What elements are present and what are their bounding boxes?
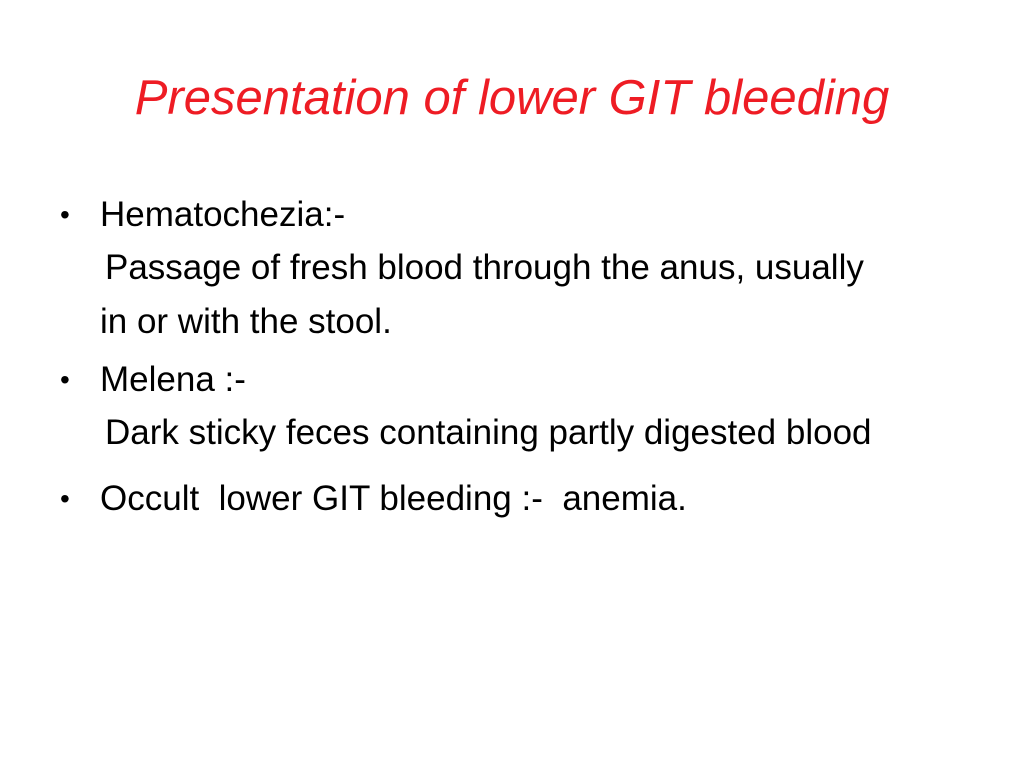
bullet-item-occult-bleeding (60, 472, 960, 525)
description-text: Dark sticky feces containing partly digested blood (105, 413, 872, 452)
bullet-label: Occult lower GIT bleeding :- anemia. (100, 479, 687, 518)
bullet-icon: • (60, 483, 70, 514)
bullet-item-melena (60, 353, 960, 406)
bullet-label: Melena :- (100, 360, 246, 399)
bullet-description (60, 406, 920, 460)
bullet-icon: • (60, 199, 70, 230)
bullet-description (60, 241, 900, 349)
bullet-item-hematochezia (60, 188, 960, 241)
bullet-list (60, 188, 960, 525)
description-text: Passage of fresh blood through the anus, usually in or with the stool. (100, 248, 864, 341)
bullet-icon: • (60, 364, 70, 395)
bullet-label: Hematochezia:- (100, 195, 346, 234)
slide-title: Presentation of lower GIT bleeding (134, 71, 890, 125)
